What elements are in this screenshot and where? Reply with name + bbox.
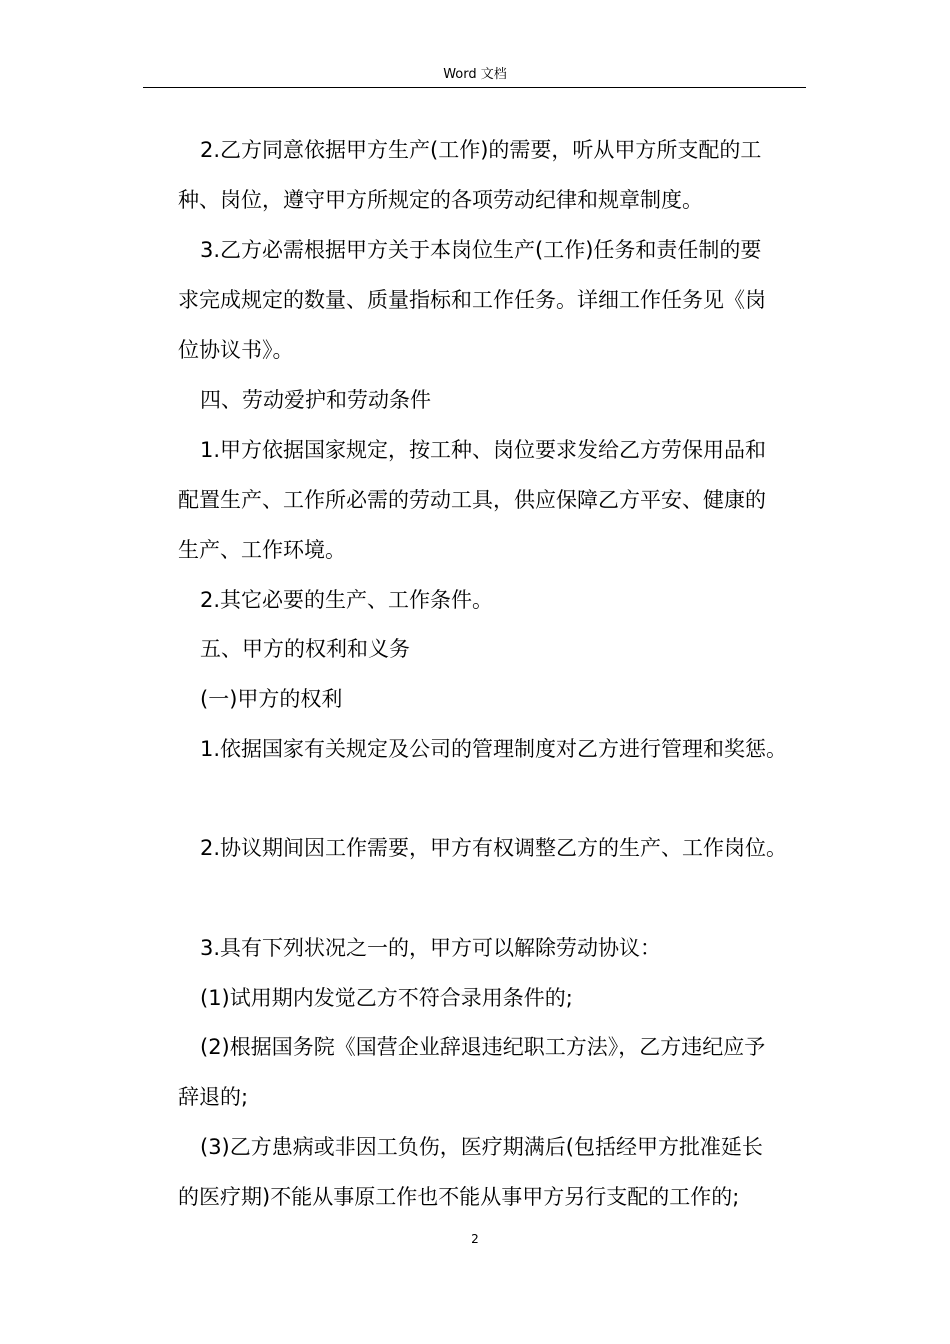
section-heading: 五、甲方的权利和义务 [200, 637, 410, 661]
paragraph-line: 1.甲方依据国家规定，按工种、岗位要求发给乙方劳保用品和 [200, 438, 767, 462]
paragraph-line: 3.乙方必需根据甲方关于本岗位生产(工作)任务和责任制的要 [200, 238, 762, 262]
paragraph-line: 求完成规定的数量、质量指标和工作任务。详细工作任务见《岗 [178, 288, 766, 312]
paragraph-line: 3.具有下列状况之一的，甲方可以解除劳动协议： [200, 936, 662, 960]
paragraph-line: 种、岗位，遵守甲方所规定的各项劳动纪律和规章制度。 [178, 188, 703, 212]
list-item-continuation: 的医疗期)不能从事原工作也不能从事甲方另行支配的工作的; [178, 1185, 740, 1209]
list-item: (1)试用期内发觉乙方不符合录用条件的; [200, 986, 573, 1010]
paragraph-line: 2.协议期间因工作需要，甲方有权调整乙方的生产、工作岗位。 [200, 836, 788, 860]
paragraph-line: 1.依据国家有关规定及公司的管理制度对乙方进行管理和奖惩。 [200, 737, 788, 761]
page-header-title: Word 文档 [443, 67, 507, 82]
paragraph-line: 2.其它必要的生产、工作条件。 [200, 588, 494, 612]
paragraph-line: 位协议书》。 [178, 338, 294, 362]
list-item: (2)根据国务院《国营企业辞退违纪职工方法》，乙方违纪应予 [200, 1035, 766, 1059]
subsection-heading: (一)甲方的权利 [200, 687, 343, 711]
list-item: (3)乙方患病或非因工负伤，医疗期满后(包括经甲方批准延长 [200, 1135, 763, 1159]
paragraph-line: 配置生产、工作所必需的劳动工具，供应保障乙方平安、健康的 [178, 488, 766, 512]
page-number: 2 [471, 1232, 479, 1246]
header-divider [143, 87, 806, 88]
paragraph-line: 生产、工作环境。 [178, 538, 346, 562]
section-heading: 四、劳动爱护和劳动条件 [200, 388, 431, 412]
paragraph-line: 2.乙方同意依据甲方生产(工作)的需要，听从甲方所支配的工 [200, 138, 762, 162]
list-item-continuation: 辞退的; [178, 1085, 249, 1109]
